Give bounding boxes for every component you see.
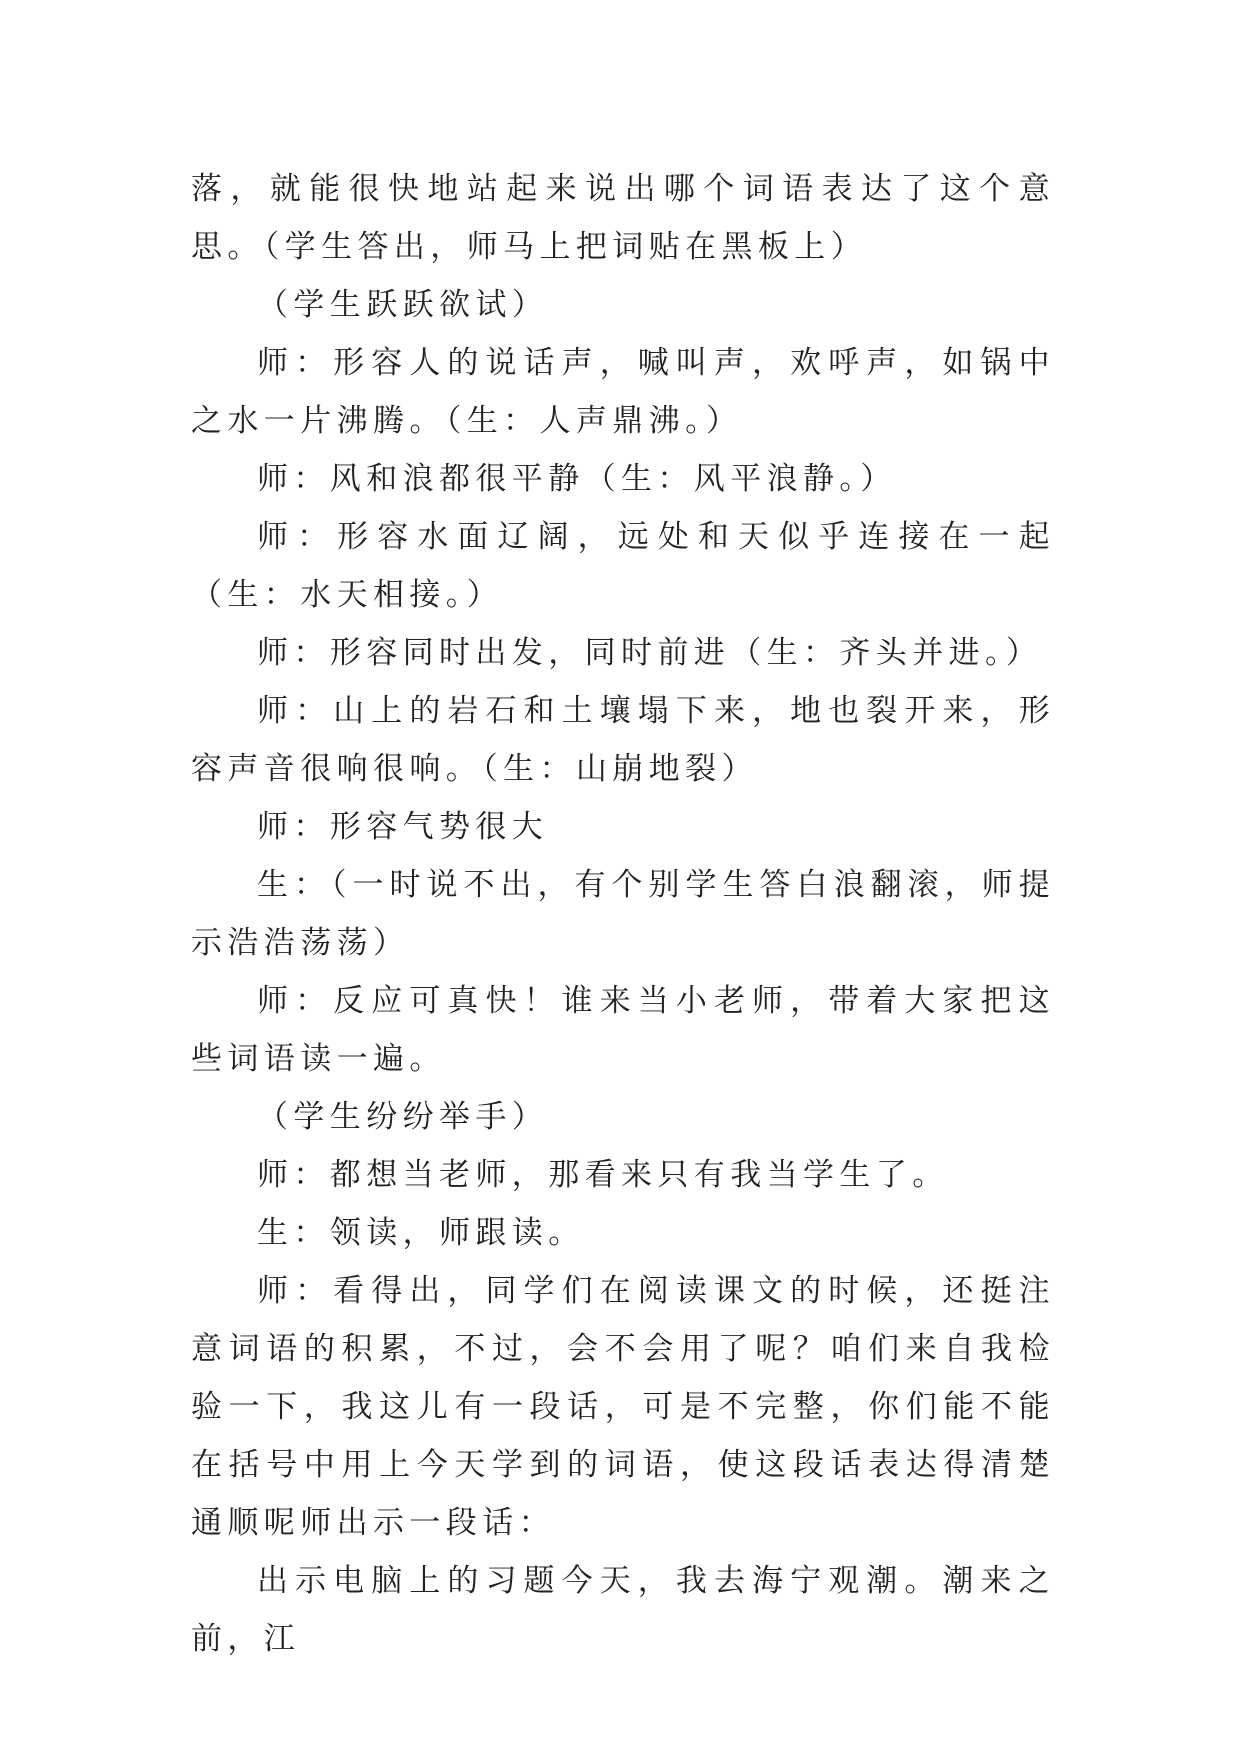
paragraph: 落，就能很快地站起来说出哪个词语表达了这个意思。（学生答出，师马上把词贴在黑板上） (191, 171, 1055, 265)
paragraph: 生：领读，师跟读。 (257, 1215, 585, 1251)
paragraph: 师：反应可真快！谁来当小老师，带着大家把这些词语读一遍。 (191, 983, 1055, 1077)
paragraph: （学生跃跃欲试） (257, 287, 549, 323)
paragraph: 师：风和浪都很平静（生：风平浪静。） (257, 461, 897, 497)
paragraph: 师：看得出，同学们在阅读课文的时候，还挺注意词语的积累，不过，会不会用了呢？咱们来自我检验一下，我这儿有一段话，可是不完整，你们能不能在括号中用上今天学到的词语，使这段话表达得清楚通顺呢师出示一段话： (191, 1273, 1055, 1541)
paragraph: 师：山上的岩石和土壤塌下来，地也裂开来，形容声音很响很响。（生：山崩地裂） (191, 693, 1055, 787)
paragraph: （学生纷纷举手） (257, 1099, 549, 1135)
paragraph: 师：形容同时出发，同时前进（生：齐头并进。） (257, 635, 1043, 671)
paragraph: 出示电脑上的习题今天，我去海宁观潮。潮来之前，江 (191, 1563, 1055, 1657)
paragraph: 师：形容气势很大 (257, 809, 549, 845)
paragraph: 师：形容水面辽阔，远处和天似乎连接在一起（生：水天相接。） (191, 519, 1055, 613)
paragraph: 师：都想当老师，那看来只有我当学生了。 (257, 1157, 949, 1193)
paragraph: 生：（一时说不出，有个别学生答白浪翻滚，师提示浩浩荡荡） (191, 867, 1055, 961)
document-body (191, 160, 1055, 1668)
paragraph: 师：形容人的说话声，喊叫声，欢呼声，如锅中之水一片沸腾。（生：人声鼎沸。） (191, 345, 1055, 439)
